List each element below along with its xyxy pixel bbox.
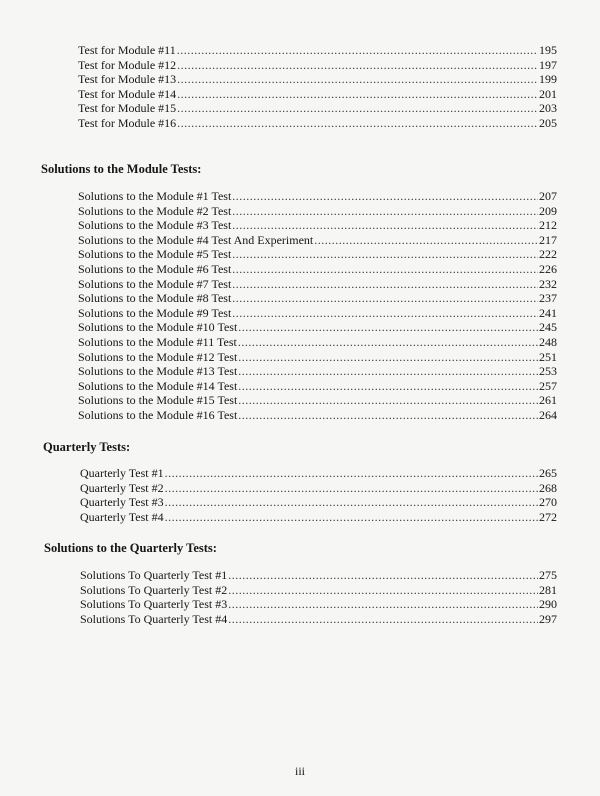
entry-page: 275	[539, 568, 557, 582]
dot-leader	[238, 408, 538, 423]
toc-group-module-tests	[78, 43, 557, 131]
dot-leader	[238, 393, 538, 408]
entry-page: 245	[539, 320, 557, 335]
toc-entry	[80, 481, 557, 496]
toc-group-quarterly-solutions	[80, 568, 557, 626]
entry-page: 212	[539, 218, 557, 233]
toc-entry	[78, 101, 557, 116]
toc-entry	[78, 204, 557, 219]
toc-entry	[78, 335, 557, 350]
dot-leader	[177, 58, 538, 73]
entry-page: 207	[539, 189, 557, 203]
entry-title: Solutions To Quarterly Test #3	[80, 597, 228, 612]
entry-title: Solutions to the Module #12 Test	[78, 349, 238, 364]
entry-title: Test for Module #14	[78, 86, 177, 101]
entry-title: Solutions to the Module #16 Test	[78, 407, 238, 422]
dot-leader	[238, 335, 538, 350]
dot-leader	[314, 233, 538, 248]
entry-page: 226	[539, 261, 557, 276]
dot-leader	[232, 306, 538, 321]
toc-entry	[78, 306, 557, 321]
dot-leader	[232, 247, 538, 262]
section-heading-quarterly-tests: Quarterly Tests:	[43, 440, 131, 454]
dot-leader	[238, 364, 538, 379]
dot-leader	[238, 320, 538, 335]
toc-entry	[80, 612, 557, 627]
page-number: iii	[294, 764, 305, 778]
section-heading-quarterly-solutions: Solutions to the Quarterly Tests:	[44, 541, 217, 555]
entry-title: Solutions to the Module #13 Test	[78, 364, 238, 379]
dot-leader	[177, 72, 538, 87]
toc-entry	[80, 466, 557, 481]
entry-title: Solutions to the Module #6 Test	[78, 261, 232, 276]
entry-page: 241	[539, 305, 557, 320]
entry-title: Solutions To Quarterly Test #4	[80, 611, 228, 626]
dot-leader	[228, 612, 538, 627]
entry-page: 290	[539, 597, 557, 612]
entry-page: 251	[539, 349, 557, 364]
entry-page: 199	[539, 72, 557, 87]
toc-entry	[80, 568, 557, 583]
dot-leader	[177, 101, 538, 116]
dot-leader	[238, 350, 538, 365]
toc-entry	[80, 510, 557, 525]
dot-leader	[232, 204, 538, 219]
toc-entry	[78, 218, 557, 233]
toc-group-module-solutions	[78, 189, 557, 423]
entry-title: Solutions to the Module #11 Test	[78, 334, 237, 349]
entry-title: Quarterly Test #4	[80, 509, 164, 524]
entry-page: 265	[539, 466, 557, 480]
entry-title: Test for Module #11	[78, 43, 176, 57]
dot-leader	[228, 568, 538, 583]
entry-title: Test for Module #12	[78, 57, 177, 72]
entry-page: 264	[539, 407, 557, 422]
dot-leader	[177, 116, 538, 131]
entry-title: Solutions to the Module #5 Test	[78, 247, 232, 262]
toc-entry	[78, 379, 557, 394]
toc-entry	[78, 364, 557, 379]
dot-leader	[165, 481, 538, 496]
entry-page: 297	[539, 611, 557, 626]
entry-page: 253	[539, 364, 557, 379]
entry-title: Quarterly Test #2	[80, 480, 164, 495]
dot-leader	[232, 189, 538, 204]
entry-page: 195	[539, 43, 557, 57]
entry-page: 209	[539, 203, 557, 218]
entry-title: Solutions to the Module #9 Test	[78, 305, 232, 320]
dot-leader	[165, 466, 538, 481]
toc-entry	[78, 58, 557, 73]
toc-entry	[80, 583, 557, 598]
dot-leader	[165, 510, 538, 525]
entry-title: Solutions To Quarterly Test #2	[80, 582, 228, 597]
toc-entry	[78, 247, 557, 262]
dot-leader	[232, 291, 538, 306]
toc-entry	[78, 189, 557, 204]
entry-page: 268	[539, 480, 557, 495]
dot-leader	[232, 277, 538, 292]
entry-title: Solutions To Quarterly Test #1	[80, 568, 228, 582]
toc-entry	[78, 262, 557, 277]
toc-entry	[78, 43, 557, 58]
entry-title: Solutions to the Module #10 Test	[78, 320, 238, 335]
entry-title: Solutions to the Module #7 Test	[78, 276, 232, 291]
entry-title: Solutions to the Module #4 Test And Experiment	[78, 232, 314, 247]
entry-page: 205	[539, 115, 557, 130]
toc-entry	[78, 393, 557, 408]
entry-page: 203	[539, 101, 557, 116]
entry-page: 248	[539, 334, 557, 349]
entry-title: Quarterly Test #1	[80, 466, 164, 480]
entry-page: 217	[539, 232, 557, 247]
toc-entry	[78, 320, 557, 335]
dot-leader	[238, 379, 538, 394]
toc-entry	[80, 495, 557, 510]
entry-title: Quarterly Test #3	[80, 495, 164, 510]
dot-leader	[232, 262, 538, 277]
entry-page: 201	[539, 86, 557, 101]
toc-entry	[78, 350, 557, 365]
dot-leader	[177, 87, 538, 102]
entry-page: 261	[539, 393, 557, 408]
entry-page: 237	[539, 291, 557, 306]
dot-leader	[165, 495, 538, 510]
dot-leader	[228, 597, 538, 612]
dot-leader	[232, 218, 538, 233]
entry-title: Solutions to the Module #1 Test	[78, 189, 232, 203]
entry-page: 257	[539, 378, 557, 393]
toc-group-quarterly-tests	[80, 466, 557, 524]
entry-title: Solutions to the Module #15 Test	[78, 393, 238, 408]
entry-page: 270	[539, 495, 557, 510]
entry-page: 281	[539, 582, 557, 597]
toc-entry	[78, 116, 557, 131]
toc-entry	[78, 277, 557, 292]
entry-title: Test for Module #13	[78, 72, 177, 87]
toc-entry	[78, 233, 557, 248]
entry-title: Solutions to the Module #8 Test	[78, 291, 232, 306]
entry-title: Test for Module #15	[78, 101, 177, 116]
dot-leader	[177, 43, 538, 58]
section-heading-module-solutions: Solutions to the Module Tests:	[41, 162, 202, 176]
entry-title: Test for Module #16	[78, 115, 177, 130]
entry-page: 272	[539, 509, 557, 524]
entry-title: Solutions to the Module #2 Test	[78, 203, 232, 218]
toc-entry	[78, 291, 557, 306]
entry-page: 222	[539, 247, 557, 262]
entry-title: Solutions to the Module #3 Test	[78, 218, 232, 233]
toc-entry	[78, 87, 557, 102]
toc-entry	[78, 72, 557, 87]
dot-leader	[228, 583, 538, 598]
entry-title: Solutions to the Module #14 Test	[78, 378, 238, 393]
entry-page: 232	[539, 276, 557, 291]
toc-entry	[78, 408, 557, 423]
toc-entry	[80, 597, 557, 612]
entry-page: 197	[539, 57, 557, 72]
